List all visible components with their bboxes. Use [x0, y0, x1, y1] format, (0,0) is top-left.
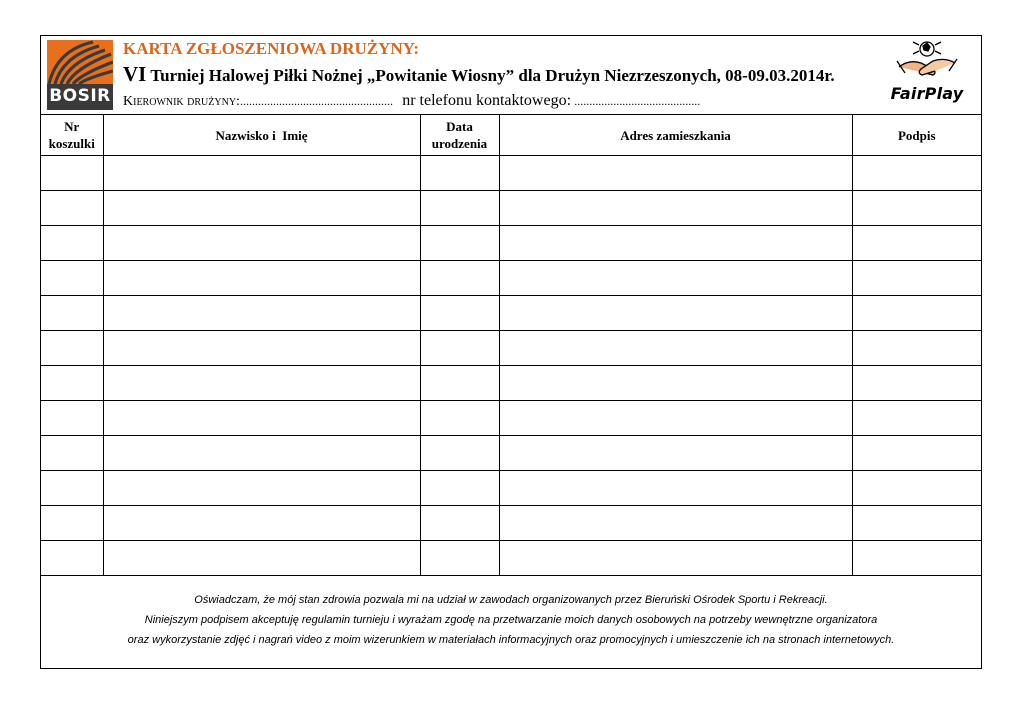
- manager-line: [123, 92, 700, 110]
- cell-name[interactable]: [103, 261, 420, 296]
- table-row: [41, 471, 981, 506]
- cell-name[interactable]: [103, 156, 420, 191]
- cell-nr[interactable]: [41, 191, 103, 226]
- cell-dob[interactable]: [420, 366, 499, 401]
- cell-dob[interactable]: [420, 436, 499, 471]
- cell-name[interactable]: [103, 436, 420, 471]
- cell-address[interactable]: [499, 226, 852, 261]
- bosir-logo: [47, 40, 113, 110]
- cell-signature[interactable]: [852, 401, 981, 436]
- cell-dob[interactable]: [420, 331, 499, 366]
- cell-nr[interactable]: [41, 471, 103, 506]
- table-row: [41, 156, 981, 191]
- cell-address[interactable]: [499, 191, 852, 226]
- table-header-row: [41, 115, 981, 156]
- cell-address[interactable]: [499, 156, 852, 191]
- cell-name[interactable]: [103, 401, 420, 436]
- table-row: [41, 226, 981, 261]
- cell-nr[interactable]: [41, 226, 103, 261]
- cell-signature[interactable]: [852, 471, 981, 506]
- column-header-line: Nazwisko i Imię: [215, 127, 308, 143]
- cell-dob[interactable]: [420, 506, 499, 541]
- cell-address[interactable]: [499, 366, 852, 401]
- table-row: [41, 191, 981, 226]
- cell-dob[interactable]: [420, 471, 499, 506]
- table-row: [41, 331, 981, 366]
- cell-address[interactable]: [499, 506, 852, 541]
- cell-dob[interactable]: [420, 226, 499, 261]
- cell-nr[interactable]: [41, 261, 103, 296]
- column-header-signature: [852, 115, 981, 156]
- column-header-name: [103, 115, 420, 156]
- declaration-line: Niniejszym podpisem akceptuję regulamin turnieju i wyrażam zgodę na przetwarzanie moich danych osobowych na potrzeby wewnętrzne organizatora: [144, 614, 878, 626]
- cell-signature[interactable]: [852, 261, 981, 296]
- tournament-title: [123, 62, 835, 87]
- cell-name[interactable]: [103, 506, 420, 541]
- cell-name[interactable]: [103, 226, 420, 261]
- cell-nr[interactable]: [41, 401, 103, 436]
- cell-signature[interactable]: [852, 296, 981, 331]
- cell-name[interactable]: [103, 191, 420, 226]
- column-header-line: Adres zamieszkania: [620, 127, 731, 143]
- cell-signature[interactable]: [852, 156, 981, 191]
- column-header-line: Nr: [64, 119, 80, 134]
- table-row: [41, 436, 981, 471]
- cell-name[interactable]: [103, 471, 420, 506]
- table-row: [41, 296, 981, 331]
- phone-field[interactable]: ..........................................: [574, 94, 701, 108]
- column-header-line: urodzenia: [431, 136, 488, 151]
- bosir-logo-text: BOSIR: [49, 86, 111, 106]
- column-header-line: Podpis: [897, 127, 936, 143]
- form-header: [41, 36, 981, 115]
- declaration-line: oraz wykorzystanie zdjęć i nagrań video z moim wizerunkiem w materiałach informacyjnych oraz promocyjnych i umieszczenie ich na stronach internetowych.: [127, 634, 895, 646]
- cell-nr[interactable]: [41, 436, 103, 471]
- registration-form: [40, 35, 982, 669]
- column-header-line: koszulki: [48, 136, 95, 151]
- declaration-line: Oświadczam, że mój stan zdrowia pozwala mi na udział w zawodach organizowanych przez Bieruński Ośrodek Sportu i Rekreacji.: [194, 594, 828, 606]
- cell-name[interactable]: [103, 366, 420, 401]
- cell-nr[interactable]: [41, 506, 103, 541]
- cell-name[interactable]: [103, 331, 420, 366]
- handshake-football-icon: [877, 39, 977, 85]
- cell-address[interactable]: [499, 471, 852, 506]
- cell-address[interactable]: [499, 436, 852, 471]
- cell-dob[interactable]: [420, 401, 499, 436]
- phone-label: nr telefonu kontaktowego:: [402, 92, 572, 109]
- column-header-dob: [420, 115, 499, 156]
- cell-signature[interactable]: [852, 436, 981, 471]
- cell-nr[interactable]: [41, 331, 103, 366]
- column-header-address: [499, 115, 852, 156]
- cell-nr[interactable]: [41, 366, 103, 401]
- cell-dob[interactable]: [420, 191, 499, 226]
- declaration: [41, 571, 981, 650]
- cell-address[interactable]: [499, 401, 852, 436]
- cell-dob[interactable]: [420, 261, 499, 296]
- cell-signature[interactable]: [852, 191, 981, 226]
- fairplay-logo: [877, 39, 977, 109]
- card-title: KARTA ZGŁOSZENIOWA DRUŻYNY:: [123, 39, 420, 58]
- tournament-name: Turniej Halowej Piłki Nożnej „Powitanie Wiosny” dla Drużyn Niezrzeszonych, 08-09.03.2014r.: [150, 66, 835, 85]
- column-header-nr: [41, 115, 103, 156]
- roster-table: [41, 114, 981, 576]
- cell-address[interactable]: [499, 261, 852, 296]
- cell-signature[interactable]: [852, 506, 981, 541]
- cell-dob[interactable]: [420, 156, 499, 191]
- manager-label: Kierownik drużyny:: [123, 94, 240, 109]
- cell-address[interactable]: [499, 296, 852, 331]
- cell-signature[interactable]: [852, 331, 981, 366]
- table-row: [41, 261, 981, 296]
- cell-nr[interactable]: [41, 296, 103, 331]
- tournament-edition: VI: [123, 62, 147, 86]
- column-header-line: Data: [446, 119, 473, 134]
- table-row: [41, 366, 981, 401]
- manager-field[interactable]: ...................................................: [239, 94, 393, 108]
- roster-body: [41, 156, 981, 576]
- table-row: [41, 506, 981, 541]
- table-row: [41, 401, 981, 436]
- fairplay-text: FairPlay: [890, 84, 964, 103]
- cell-dob[interactable]: [420, 296, 499, 331]
- cell-nr[interactable]: [41, 156, 103, 191]
- cell-name[interactable]: [103, 296, 420, 331]
- cell-signature[interactable]: [852, 226, 981, 261]
- cell-signature[interactable]: [852, 366, 981, 401]
- cell-address[interactable]: [499, 331, 852, 366]
